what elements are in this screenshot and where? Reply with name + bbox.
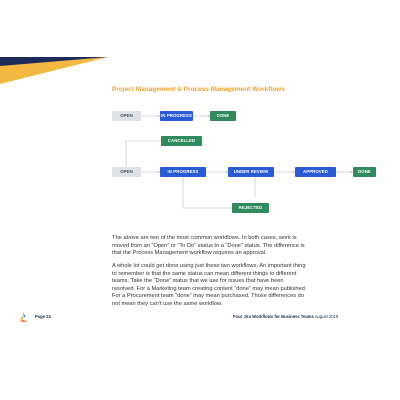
footer-title: Four Jira Workflows for Business Teams [233,314,314,319]
connector-rejected-loop [183,177,232,208]
atlassian-logo-icon [17,311,29,323]
body-paragraph: The above are two of the most common workflows. In both cases, work is moved from an “Open” or “To Do” status to a “Done” status. The difference is that the Process Management workflow requires an approval. [112,235,305,257]
status-open: OPEN [112,111,141,121]
status-rejected: REJECTED [232,203,269,213]
footer-date: August 2018 [314,314,339,319]
status-done: DONE [210,111,236,121]
status-cancelled: CANCELLED [161,136,202,146]
status-open-2: OPEN [112,167,141,177]
footer-document-info [233,314,373,319]
status-in-progress: IN PROGRESS [160,111,193,121]
status-under-review: UNDER REVIEW [228,167,274,177]
section-title: Project Management & Process Management Workflows [112,86,285,93]
status-approved: APPROVED [295,167,336,177]
footer-page-number: Page 24 [35,314,51,319]
connector-cancelled [126,141,161,166]
body-paragraph: A whole lot could get done using just these two workflows. An important thing to remember is that the same status can mean different things to different teams. Take the “Done” status that we use for issues that have been resolved. For a Marketing team creating content “done” may mean published. For a Procurement team “done” may mean purchased. Those differences do not mean they can’t use the same workflow. [112,263,307,307]
status-done-2: DONE [353,167,376,177]
status-in-progress-2: IN PROGRESS [160,167,206,177]
